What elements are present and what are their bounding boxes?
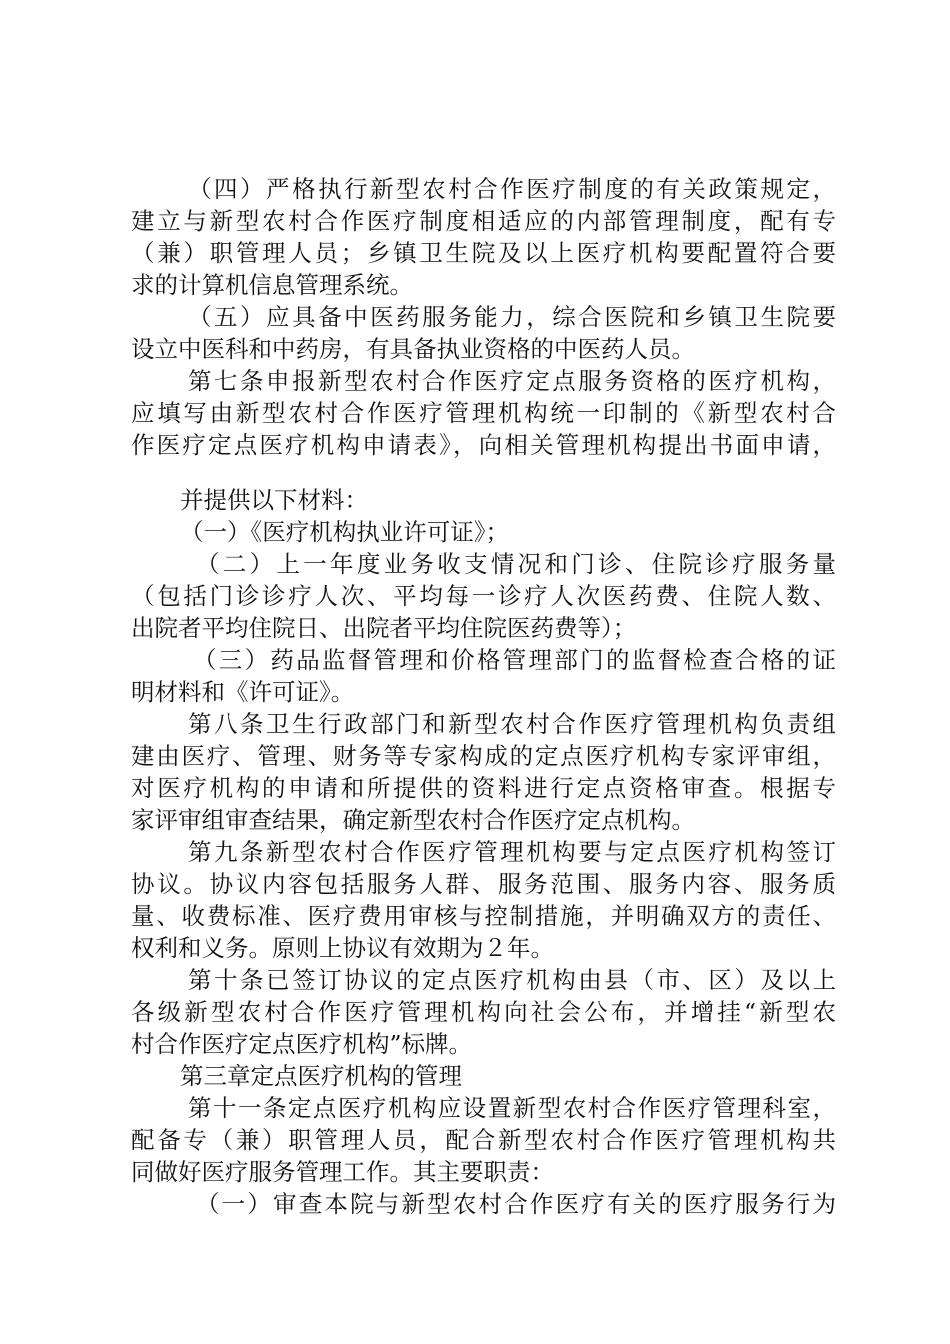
text-line: （三）药品监督管理和价格管理部门的监督检查合格的证 (193, 646, 836, 674)
text-line: 量、收费标准、医疗费用审核与控制措施，并明确双方的责任、 (131, 902, 836, 930)
text-line: 各级新型农村合作医疗管理机构向社会公布，并增挂“新型农 (131, 998, 836, 1026)
text-line: 应填写由新型农村合作医疗管理机构统一印制的《新型农村合 (131, 399, 836, 427)
text-line: 第九条新型农村合作医疗管理机构要与定点医疗机构签订 (188, 838, 836, 866)
text-line: 建立与新型农村合作医疗制度相适应的内部管理制度，配有专 (131, 207, 836, 235)
text-line: 出院者平均住院日、出院者平均住院医药费等）； (131, 614, 637, 642)
text-line: 建由医疗、管理、财务等专家构成的定点医疗机构专家评审组， (131, 742, 836, 770)
text-line: （五）应具备中医药服务能力，综合医院和乡镇卫生院要 (188, 303, 836, 331)
text-line: 求的计算机信息管理系统。 (131, 271, 413, 299)
text-line: 第七条申报新型农村合作医疗定点服务资格的医疗机构， (188, 367, 836, 395)
text-line: （包括门诊诊疗人次、平均每一诊疗人次医药费、住院人数、 (131, 582, 836, 610)
text-line: 家评审组审查结果，确定新型农村合作医疗定点机构。 (131, 806, 695, 834)
text-line: 协议。协议内容包括服务人群、服务范围、服务内容、服务质 (131, 870, 836, 898)
text-line: 第十条已签订协议的定点医疗机构由县（市、区）及以上 (188, 966, 836, 994)
text-line: （一）审查本院与新型农村合作医疗有关的医疗服务行为 (196, 1190, 836, 1218)
text-line: （二）上一年度业务收支情况和门诊、住院诊疗服务量 (196, 550, 836, 578)
text-line: 并提供以下材料： (180, 486, 368, 514)
text-line: 同做好医疗服务管理工作。其主要职责： (131, 1158, 554, 1186)
text-line: 第八条卫生行政部门和新型农村合作医疗管理机构负责组 (188, 710, 836, 738)
text-line: 第十一条定点医疗机构应设置新型农村合作医疗管理科室， (188, 1094, 836, 1122)
text-line: （一）《医疗机构执业许可证》； (180, 518, 509, 546)
text-line: （兼）职管理人员；乡镇卫生院及以上医疗机构要配置符合要 (131, 239, 836, 267)
text-line: 权利和义务。原则上协议有效期为２年。 (131, 934, 554, 962)
text-line: 对医疗机构的申请和所提供的资料进行定点资格审查。根据专 (131, 774, 836, 802)
text-line: 配备专（兼）职管理人员，配合新型农村合作医疗管理机构共 (131, 1126, 836, 1154)
text-line: 村合作医疗定点医疗机构”标牌。 (131, 1030, 473, 1058)
text-line: 作医疗定点医疗机构申请表》，向相关管理机构提出书面申请， (131, 431, 836, 459)
text-line: （四）严格执行新型农村合作医疗制度的有关政策规定， (188, 175, 836, 203)
text-line: 设立中医科和中药房，有具备执业资格的中医药人员。 (131, 335, 695, 363)
text-line: 明材料和《许可证》。 (131, 678, 355, 706)
section-heading: 第三章定点医疗机构的管理 (180, 1062, 462, 1090)
